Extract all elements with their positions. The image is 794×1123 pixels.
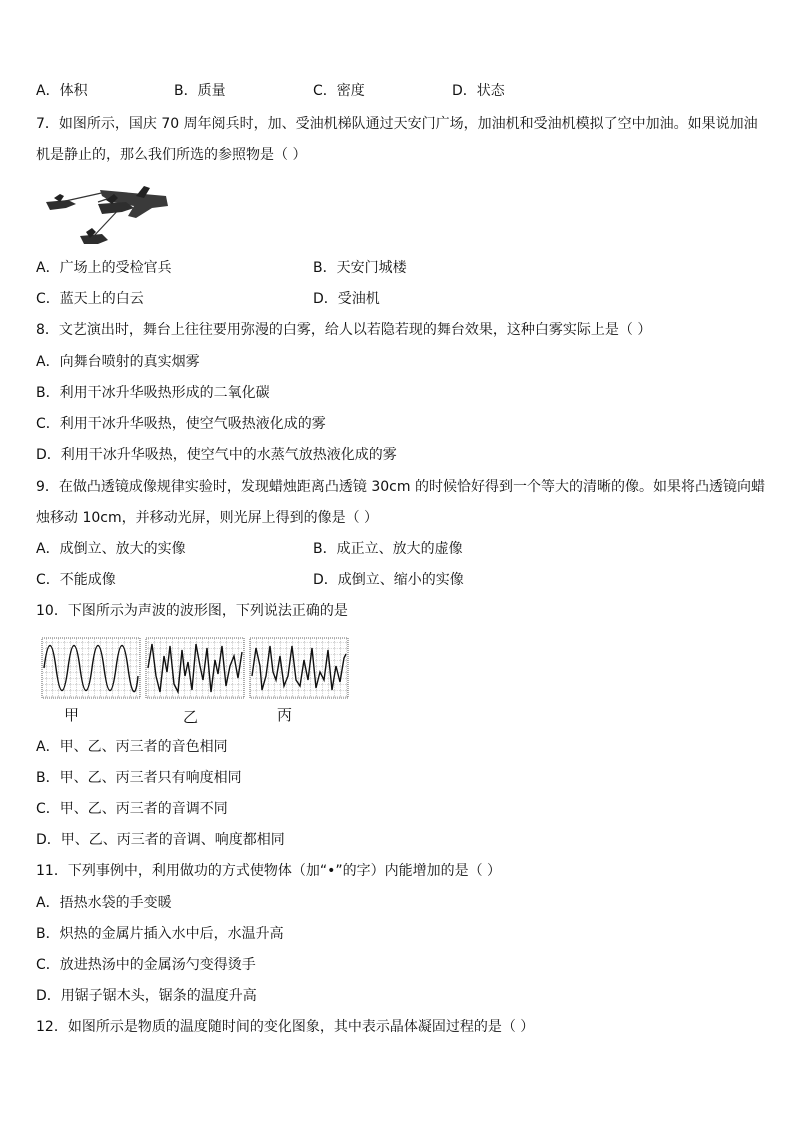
- q7-stem-line2: 机是静止的，那么我们所选的参照物是（ ）: [36, 147, 307, 163]
- q10-option-b: B．甲、乙、丙三者只有响度相同: [36, 770, 242, 786]
- waveform-panel-bing: [250, 638, 348, 698]
- q9-option-a: A．成倒立、放大的实像: [36, 541, 186, 557]
- waveform-panel-yi: [146, 638, 244, 698]
- q6-option-a: A．体积: [36, 83, 88, 99]
- q7-option-d: D．受油机: [313, 291, 380, 307]
- refueling-aircraft-image: [40, 182, 170, 248]
- q7-stem-line1: 7．如图所示，国庆 70 周年阅兵时，加、受油机梯队通过天安门广场，加油机和受油机模拟了空中加油。如果说加油: [36, 116, 758, 132]
- q10-stem: 10．下图所示为声波的波形图，下列说法正确的是: [36, 603, 348, 619]
- q11-option-b: B．炽热的金属片插入水中后，水温升高: [36, 926, 284, 942]
- q8-option-d: D．利用干冰升华吸热，使空气中的水蒸气放热液化成的雾: [36, 447, 397, 463]
- q6-option-c: C．密度: [313, 83, 365, 99]
- q8-option-b: B．利用干冰升华吸热形成的二氧化碳: [36, 385, 270, 401]
- q9-option-d: D．成倒立、缩小的实像: [313, 572, 464, 588]
- q11-option-a: A．捂热水袋的手变暖: [36, 895, 172, 911]
- q9-option-b: B．成正立、放大的虚像: [313, 541, 463, 557]
- waveform-panel-jia: [42, 638, 140, 698]
- q7-option-b: B．天安门城楼: [313, 260, 407, 276]
- q11-option-d: D．用锯子锯木头，锯条的温度升高: [36, 988, 257, 1004]
- q9-stem-line2: 烛移动 10cm，并移动光屏，则光屏上得到的像是（ ）: [36, 510, 379, 526]
- q8-stem: 8．文艺演出时，舞台上往往要用弥漫的白雾，给人以若隐若现的舞台效果，这种白雾实际上是（ ）: [36, 322, 652, 338]
- q9-option-c: C．不能成像: [36, 572, 116, 588]
- waveform-label-bing: 丙: [277, 706, 293, 724]
- sound-waveforms-figure: [40, 636, 352, 700]
- q6-option-d: D．状态: [452, 83, 505, 99]
- q11-option-c: C．放进热汤中的金属汤勺变得烫手: [36, 957, 256, 973]
- q8-option-a: A．向舞台喷射的真实烟雾: [36, 354, 200, 370]
- q7-option-a: A．广场上的受检官兵: [36, 260, 172, 276]
- q8-option-c: C．利用干冰升华吸热，使空气吸热液化成的雾: [36, 416, 326, 432]
- q7-option-c: C．蓝天上的白云: [36, 291, 144, 307]
- waveform-label-jia: 甲: [64, 706, 80, 724]
- q6-option-b: B．质量: [174, 83, 226, 99]
- q11-stem: 11．下列事例中，利用做功的方式使物体（加“•”的字）内能增加的是（ ）: [36, 863, 502, 879]
- q12-stem: 12．如图所示是物质的温度随时间的变化图象，其中表示晶体凝固过程的是（ ）: [36, 1019, 535, 1035]
- q10-option-c: C．甲、乙、丙三者的音调不同: [36, 801, 228, 817]
- q9-stem-line1: 9．在做凸透镜成像规律实验时，发现蜡烛距离凸透镜 30cm 的时候恰好得到一个等大的清晰的像。如果将凸透镜向蜡: [36, 479, 765, 495]
- q10-option-d: D．甲、乙、丙三者的音调、响度都相同: [36, 832, 285, 848]
- q10-option-a: A．甲、乙、丙三者的音色相同: [36, 739, 228, 755]
- waveform-label-yi: 乙: [183, 708, 199, 726]
